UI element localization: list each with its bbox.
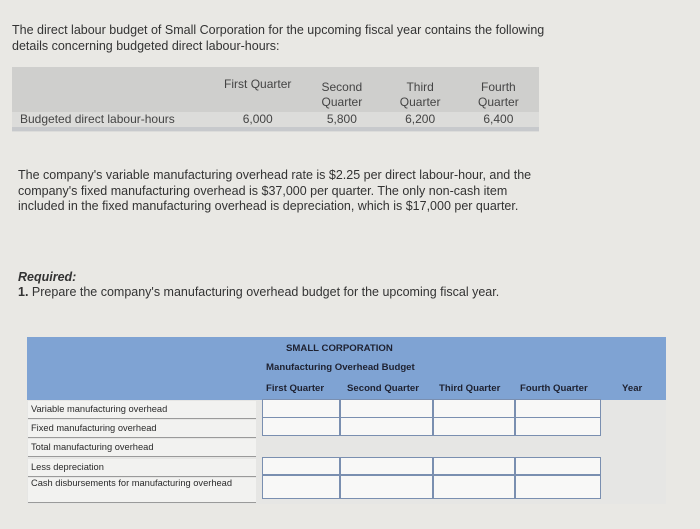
header-fourth-quarter: Fourth Quarter [478,80,519,109]
value-third-quarter: 6,200 [405,112,436,126]
input-variable-q3[interactable] [433,399,515,418]
input-variable-q4[interactable] [515,399,601,418]
input-cash-q2[interactable] [340,475,433,499]
input-fixed-q1[interactable] [262,417,340,436]
row-less-depreciation: Less depreciation [28,459,256,477]
row-fixed-overhead: Fixed manufacturing overhead [28,420,256,438]
table-header-row [12,67,539,112]
column-third-quarter: Third Quarter [439,383,501,394]
input-depreciation-q3[interactable] [433,457,515,475]
empty-header-cell [12,67,214,112]
budget-title: Manufacturing Overhead Budget [266,362,415,373]
header-third-quarter: Third Quarter [399,80,441,109]
column-first-quarter: First Quarter [266,383,325,394]
column-year: Year [622,383,643,394]
required-item-text: Prepare the company's manufacturing overhead budget for the upcoming fiscal year. [31,285,500,299]
company-name: SMALL CORPORATION [286,343,393,354]
input-variable-q1[interactable] [262,399,340,418]
input-cash-q1[interactable] [262,475,340,499]
labour-hours-table [12,67,539,132]
input-variable-q2[interactable] [340,399,433,418]
row-total-overhead: Total manufacturing overhead [28,439,256,457]
column-fourth-quarter: Fourth Quarter [520,383,588,394]
value-second-quarter: 5,800 [326,112,357,126]
value-fourth-quarter: 6,400 [483,112,514,126]
problem-intro: The direct labour budget of Small Corporation for the upcoming fiscal year contains the following details concerning budgeted direct labour-hours: [12,23,545,53]
header-second-quarter: Second Quarter [321,80,363,109]
row-label-labour-hours: Budgeted direct labour-hours [20,112,175,126]
input-cash-q4[interactable] [515,475,601,499]
input-fixed-q3[interactable] [433,417,515,436]
value-first-quarter: 6,000 [242,112,273,126]
input-cash-q3[interactable] [433,475,515,499]
required-heading: Required: [18,270,77,284]
problem-details: The company's variable manufacturing overhead rate is $2.25 per direct labour-hour, and the company's fixed manufacturing overhead is $37,000 per quarter. The only non-cash item included in the fixed manufacturing overhead is depreciation, which is $17,000 per quarter. [18,168,532,213]
required-item-number: 1. [18,285,29,299]
row-variable-overhead: Variable manufacturing overhead [28,401,256,419]
input-fixed-q2[interactable] [340,417,433,436]
required-item-1 [18,285,499,299]
input-fixed-q4[interactable] [515,417,601,436]
input-depreciation-q4[interactable] [515,457,601,475]
header-first-quarter: First Quarter [224,77,292,91]
column-second-quarter: Second Quarter [347,383,419,394]
input-depreciation-q2[interactable] [340,457,433,475]
input-depreciation-q1[interactable] [262,457,340,475]
table-divider [12,127,539,131]
row-cash-disbursements: Cash disbursements for manufacturing overhead [28,478,256,503]
